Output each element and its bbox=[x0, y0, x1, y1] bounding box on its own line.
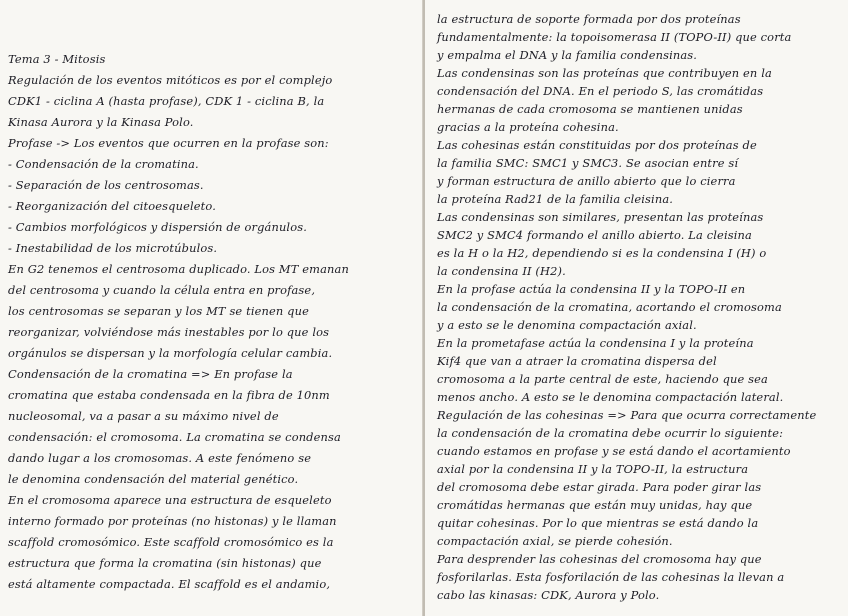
text-line: y a esto se le denomina compactación axial. bbox=[437, 318, 697, 332]
text-line: está altamente compactada. El scaffold es el andamio, bbox=[8, 577, 331, 591]
text-line: SMC2 y SMC4 formando el anillo abierto. La cleisina bbox=[437, 228, 752, 242]
text-line: Para desprender las cohesinas del cromosoma hay que bbox=[437, 552, 762, 566]
text-line: Regulación de los eventos mitóticos es por el complejo bbox=[8, 73, 333, 87]
text-line: del centrosoma y cuando la célula entra en profase, bbox=[8, 283, 316, 297]
text-line: gracias a la proteína cohesina. bbox=[437, 120, 619, 134]
text-line: cromatina que estaba condensada en la fibra de 10nm bbox=[8, 388, 330, 402]
text-line: Las condensinas son las proteínas que contribuyen en la bbox=[437, 66, 772, 80]
text-line: la condensación de la cromatina, acortando el cromosoma bbox=[437, 300, 782, 314]
text-line: la condensina II (H2). bbox=[437, 264, 566, 278]
text-line: hermanas de cada cromosoma se mantienen unidas bbox=[437, 102, 743, 116]
text-line: condensación del DNA. En el periodo S, las cromátidas bbox=[437, 84, 764, 98]
text-line: CDK1 - ciclina A (hasta profase), CDK 1 - ciclina B, la bbox=[8, 94, 325, 108]
text-line: del cromosoma debe estar girada. Para poder girar las bbox=[437, 480, 762, 494]
text-line: En el cromosoma aparece una estructura de esqueleto bbox=[8, 493, 332, 507]
text-line: la condensación de la cromatina debe ocurrir lo siguiente: bbox=[437, 426, 784, 440]
text-line: cromátidas hermanas que están muy unidas, hay que bbox=[437, 498, 753, 512]
text-line: condensación: el cromosoma. La cromatina se condensa bbox=[8, 430, 341, 444]
text-line: es la H o la H2, dependiendo si es la condensina I (H) o bbox=[437, 246, 767, 260]
text-line: Regulación de las cohesinas => Para que ocurra correctamente bbox=[437, 408, 817, 422]
text-line: los centrosomas se separan y los MT se tienen que bbox=[8, 304, 309, 318]
text-line: cuando estamos en profase y se está dando el acortamiento bbox=[437, 444, 791, 458]
text-line: - Condensación de la cromatina. bbox=[8, 157, 199, 171]
text-line: Las condensinas son similares, presentan las proteínas bbox=[437, 210, 764, 224]
text-line: - Separación de los centrosomas. bbox=[8, 178, 204, 192]
right-page bbox=[425, 0, 848, 616]
text-line: - Inestabilidad de los microtúbulos. bbox=[8, 241, 218, 255]
text-line: nucleosomal, va a pasar a su máximo nivel de bbox=[8, 409, 279, 423]
text-line: la estructura de soporte formada por dos proteínas bbox=[437, 12, 741, 26]
text-line: interno formado por proteínas (no histonas) y le llaman bbox=[8, 514, 337, 528]
text-line: la proteína Rad21 de la familia cleisina. bbox=[437, 192, 674, 206]
text-line: dando lugar a los cromosomas. A este fenómeno se bbox=[8, 451, 312, 465]
text-line: y forman estructura de anillo abierto que lo cierra bbox=[437, 174, 736, 188]
text-line: axial por la condensina II y la TOPO-II, la estructura bbox=[437, 462, 749, 476]
text-line: - Cambios morfológicos y dispersión de orgánulos. bbox=[8, 220, 307, 234]
text-line: menos ancho. A esto se le denomina compactación lateral. bbox=[437, 390, 784, 404]
text-line: En la profase actúa la condensina II y la TOPO-II en bbox=[437, 282, 746, 296]
text-line: quitar cohesinas. Por lo que mientras se está dando la bbox=[437, 516, 759, 530]
text-line: fundamentalmente: la topoisomerasa II (TOPO-II) que corta bbox=[437, 30, 792, 44]
text-line: Tema 3 - Mitosis bbox=[8, 52, 106, 66]
text-line: fosforilarlas. Esta fosforilación de las cohesinas la llevan a bbox=[437, 570, 785, 584]
text-line: Las cohesinas están constituidas por dos proteínas de bbox=[437, 138, 757, 152]
text-line: estructura que forma la cromatina (sin histonas) que bbox=[8, 556, 322, 570]
text-line: Condensación de la cromatina => En profase la bbox=[8, 367, 293, 381]
text-line: Profase -> Los eventos que ocurren en la profase son: bbox=[8, 136, 329, 150]
text-line: la familia SMC: SMC1 y SMC3. Se asocian entre sí bbox=[437, 156, 739, 170]
text-line: y empalma el DNA y la familia condensinas. bbox=[437, 48, 698, 62]
text-line: En la prometafase actúa la condensina I y la proteína bbox=[437, 336, 754, 350]
text-line: Kinasa Aurora y la Kinasa Polo. bbox=[8, 115, 194, 129]
text-line: le denomina condensación del material genético. bbox=[8, 472, 299, 486]
text-line: compactación axial, se pierde cohesión. bbox=[437, 534, 673, 548]
text-line: En G2 tenemos el centrosoma duplicado. Los MT emanan bbox=[8, 262, 349, 276]
text-line: scaffold cromosómico. Este scaffold cromosómico es la bbox=[8, 535, 334, 549]
text-line: - Reorganización del citoesqueleto. bbox=[8, 199, 216, 213]
text-line: Kif4 que van a atraer la cromatina dispersa del bbox=[437, 354, 717, 368]
text-line: reorganizar, volviéndose más inestables por lo que los bbox=[8, 325, 330, 339]
text-line: orgánulos se dispersan y la morfología celular cambia. bbox=[8, 346, 333, 360]
text-line: cromosoma a la parte central de este, haciendo que sea bbox=[437, 372, 768, 386]
text-line: cabo las kinasas: CDK, Aurora y Polo. bbox=[437, 588, 660, 602]
